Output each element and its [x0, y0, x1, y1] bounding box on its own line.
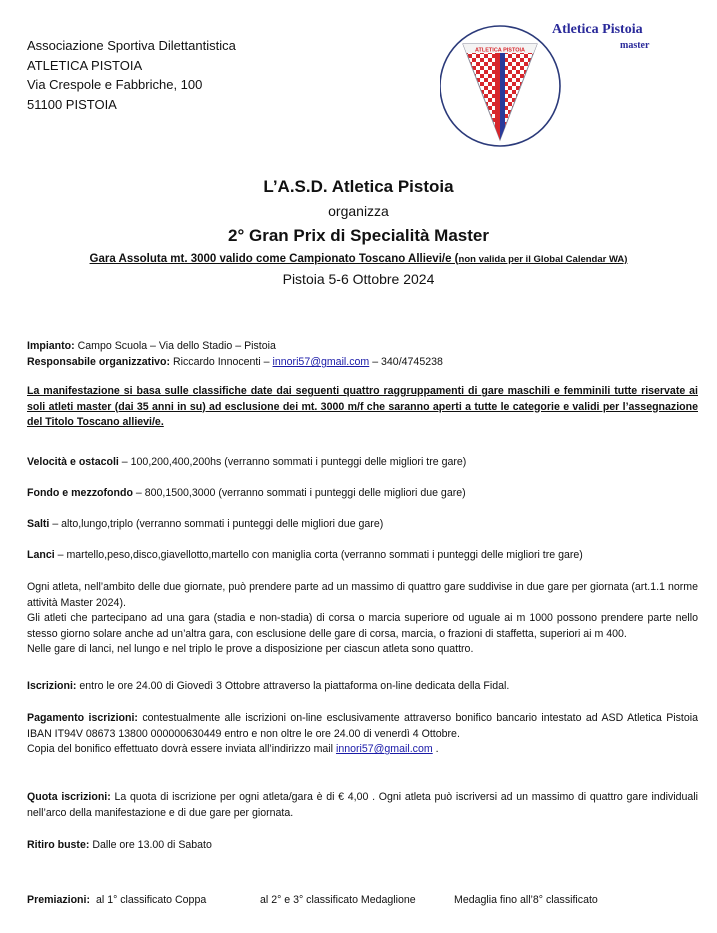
fee-paragraph [27, 790, 698, 821]
manager-label: Responsabile organizzativo: [27, 356, 171, 368]
logo-title: Atletica Pistoia [552, 22, 643, 37]
organizer-heading: L’A.S.D. Atletica Pistoia [263, 177, 454, 196]
payment-email-link[interactable]: innori57@gmail.com [335, 743, 433, 755]
address-line: Associazione Sportiva Dilettantistica [27, 38, 236, 53]
pickup-text: Dalle ore 13.00 di Sabato [89, 839, 212, 851]
group-label: Fondo e mezzofondo [27, 487, 133, 499]
group-item [27, 548, 698, 564]
fee-label: Quota iscrizioni: [27, 791, 111, 803]
group-label: Lanci [27, 549, 55, 561]
pickup-label: Ritiro buste: [27, 839, 90, 851]
award-item: al 1° classificato Coppa [96, 894, 207, 906]
manager-email-link[interactable]: innori57@gmail.com [272, 356, 370, 368]
sender-address [27, 36, 236, 114]
logo-subtitle: master [620, 40, 650, 51]
payment-text: contestualmente alle iscrizioni on-line esclusivamente attraverso bonifico bancario intestato ad ASD Atletica Pistoia IBAN IT94V 08673 13800 000000630449 entro e non oltre le ore 24.00 di venerdì 4 Ottobre. [27, 712, 698, 740]
event-date: Pistoia 5-6 Ottobre 2024 [282, 271, 435, 287]
manager-phone: – 340/4745238 [369, 356, 443, 368]
registration-line [27, 679, 698, 695]
intro-paragraph: La manifestazione si basa sulle classifiche date dai seguenti quattro raggruppamenti di gare maschili e femminili tutte riservate ai soli atleti master (dai 35 anni in su) ad esclusione dei mt. 3000 m/f che saranno aperti a tutte le categorie e validi per l’assegnazione del Titolo Toscano allievi/e. [27, 385, 698, 428]
awards-label: Premiazioni: [27, 894, 90, 906]
subtitle-note: non valida per il Global Calendar WA) [458, 254, 628, 265]
address-line: 51100 PISTOIA [27, 96, 117, 112]
payment-main [27, 711, 698, 742]
address-line: Via Crespole e Fabbriche, 100 [27, 77, 203, 92]
group-text: – alto,lungo,triplo (verranno sommati i punteggi delle migliori due gare) [49, 518, 384, 530]
event-title: 2° Gran Prix di Specialità Master [228, 226, 489, 245]
fee-text: La quota di iscrizione per ogni atleta/gara è di € 4,00 . Ogni atleta può iscriversi ad un massimo di quattro gare individuali nell’arco della manifestazione e di due gare per giornata. [27, 791, 698, 819]
manager-name: Riccardo Innocenti – [170, 356, 273, 368]
group-item [27, 517, 698, 533]
payment-copy [27, 742, 698, 758]
payment-label: Pagamento iscrizioni: [27, 712, 138, 724]
address-line: ATLETICA PISTOIA [27, 57, 143, 73]
group-item [27, 486, 698, 502]
payment-paragraph [27, 711, 698, 758]
club-logo [440, 2, 680, 152]
subtitle-main: Gara Assoluta mt. 3000 valido come Campionato Toscano Allievi/e ( [89, 253, 459, 265]
registration-label: Iscrizioni: [27, 680, 77, 692]
pickup-line [27, 838, 698, 854]
venue-value: Campo Scuola – Via dello Stadio – Pistoia [74, 340, 276, 352]
venue-line [27, 339, 698, 355]
group-label: Velocità e ostacoli [27, 456, 119, 468]
payment-copy-end: . [432, 743, 439, 755]
venue-label: Impianto: [27, 340, 75, 352]
group-text: – 800,1500,3000 (verranno sommati i punteggi delle migliori due gare) [132, 487, 466, 499]
event-subtitle [0, 253, 717, 265]
award-item: al 2° e 3° classificato Medaglione [260, 894, 416, 906]
registration-text: entro le ore 24.00 di Giovedì 3 Ottobre attraverso la piattaforma on-line dedicata della Fidal. [76, 680, 510, 692]
manager-line [27, 355, 698, 371]
award-item: Medaglia fino all’8° classificato [454, 894, 598, 906]
awards-line [27, 893, 698, 909]
rule-paragraph: Gli atleti che partecipano ad una gara (stadia e non-stadia) di corsa o marcia superiore od uguale ai m 1000 possono prendere parte nello stesso giorno solare anche ad un’altra gara, con esclusione delle gare di corsa, marcia, o frazioni di staffetta, superiori ai m 400. [27, 612, 698, 640]
group-label: Salti [27, 518, 50, 530]
payment-copy-text: Copia del bonifico effettuato dovrà essere inviata all’indirizzo mail [27, 743, 336, 755]
organizes-text: organizza [328, 203, 389, 219]
rule-paragraph: Nelle gare di lanci, nel lungo e nel triplo le prove a disposizione per ciascun atleta sono quattro. [27, 643, 474, 655]
rules-block [27, 580, 698, 658]
rule-paragraph: Ogni atleta, nell’ambito delle due giornate, può prendere parte ad un massimo di quattro gare suddivise in due gare per giornata (art.1.1 norme attività Master 2024). [27, 581, 698, 609]
group-text: – martello,peso,disco,giavellotto,martello con maniglia corta (verranno sommati i punteggi delle migliori tre gare) [54, 549, 583, 561]
svg-text:ATLETICA PISTOIA: ATLETICA PISTOIA [474, 47, 526, 54]
group-text: – 100,200,400,200hs (verranno sommati i punteggi delle migliori tre gare) [118, 456, 467, 468]
group-item [27, 455, 698, 471]
